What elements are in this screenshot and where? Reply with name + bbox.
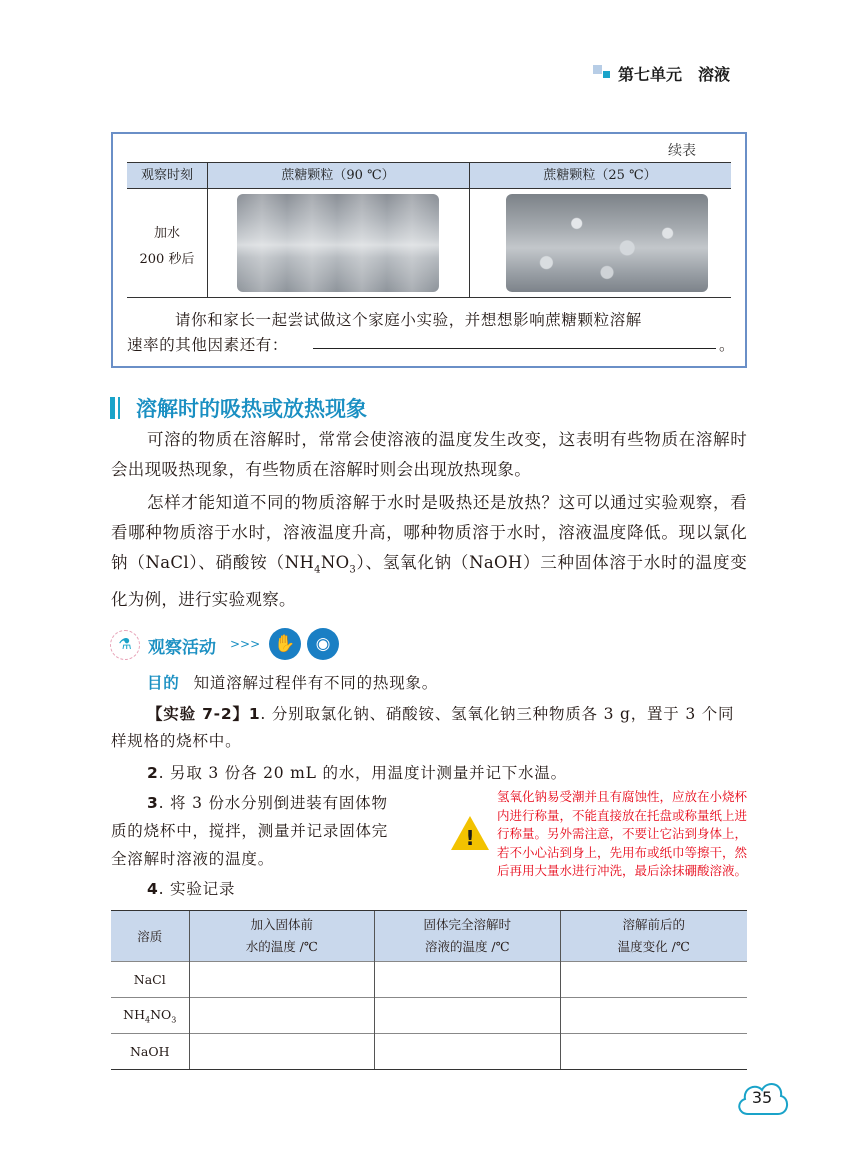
table-divider bbox=[207, 162, 208, 297]
experiment-step-4 bbox=[147, 876, 447, 903]
subscript: 3 bbox=[349, 564, 357, 576]
table-row bbox=[111, 998, 747, 1034]
experiment-step-2 bbox=[147, 760, 747, 787]
page-number: 35 bbox=[751, 1088, 773, 1107]
header-water-temp bbox=[189, 911, 375, 962]
experiment-step-1 bbox=[111, 701, 747, 755]
unit-title: 第七单元 溶液 bbox=[618, 65, 731, 84]
prompt-line-2 bbox=[127, 333, 736, 358]
subscript: 3 bbox=[171, 1015, 177, 1025]
step-number: 1 bbox=[248, 705, 261, 723]
paragraph-2 bbox=[111, 488, 747, 615]
record-table-wrapper bbox=[111, 910, 747, 1070]
activity-arrows: >>> bbox=[230, 637, 261, 651]
warning-text: 氢氧化钠易受潮并且有腐蚀性，应放在小烧杯内进行称量，不能直接放在托盘或称量纸上进行称量。另外需注意，不要让它沾到身体上，若不小心沾到身上，先用布或纸巾等擦干，然后再用大量水进行冲洗，最后涂抹硼酸溶液。 bbox=[497, 789, 748, 878]
purpose-text: 知道溶解过程伴有不同的热现象。 bbox=[193, 674, 439, 692]
experiment-step-3 bbox=[147, 790, 477, 817]
experiment-step-3-cont: 全溶解时溶液的温度。 bbox=[111, 850, 275, 868]
header-line: 溶液的温度 /℃ bbox=[424, 939, 510, 954]
step-number: 4 bbox=[147, 880, 159, 898]
formula-part: NO bbox=[150, 1006, 172, 1022]
record-cell[interactable] bbox=[560, 962, 747, 998]
table-divider bbox=[469, 162, 470, 297]
subscript: 4 bbox=[314, 564, 321, 576]
header-sugar-25: 蔗糖颗粒（25 ℃） bbox=[543, 168, 657, 183]
step-text: . 将 3 份水分别倒进装有固体物 bbox=[158, 794, 388, 812]
purpose-label: 目的 bbox=[147, 674, 180, 692]
header-line: 溶解前后的 bbox=[622, 917, 686, 932]
record-table-header bbox=[111, 911, 747, 962]
record-cell[interactable] bbox=[560, 1034, 747, 1070]
record-cell[interactable] bbox=[375, 998, 561, 1034]
formula-part: NH bbox=[123, 1006, 145, 1022]
continuation-table-header bbox=[127, 162, 731, 189]
record-cell[interactable] bbox=[375, 962, 561, 998]
photo-sugar-25c bbox=[506, 194, 708, 292]
section-marker bbox=[110, 397, 115, 419]
answer-blank[interactable] bbox=[313, 348, 716, 349]
prompt-text: 速率的其他因素还有： bbox=[127, 336, 289, 354]
section-marker bbox=[118, 397, 120, 419]
experiment-step-3-cont: 质的烧杯中，搅拌，测量并记录固体完 bbox=[111, 822, 389, 840]
goggles-icon: ◉ bbox=[307, 628, 339, 660]
header-line: 温度变化 /℃ bbox=[617, 939, 690, 954]
warning-exclamation: ! bbox=[465, 826, 475, 850]
record-cell[interactable] bbox=[375, 1034, 561, 1070]
header-line: 水的温度 /℃ bbox=[245, 939, 318, 954]
record-cell[interactable] bbox=[560, 998, 747, 1034]
para2-text: 怎样才能知道不同的物质溶解于水时是吸热还是放热？这可以通过实验观察，看看哪种物质溶于水时，溶液温度升高，哪种物质溶于水时，溶液温度降低。现以氯化钠（NaCl）、硝酸铵（NH bbox=[111, 493, 747, 572]
purpose-line bbox=[147, 670, 747, 697]
para2-text: ）、氢氧化钠（NaOH）三种固体溶于水时的温度变化为例，进行实验观察。 bbox=[111, 553, 748, 610]
continued-label: 续表 bbox=[668, 143, 696, 159]
table-row bbox=[111, 962, 747, 998]
observe-time-line: 200 秒后 bbox=[139, 252, 195, 267]
header-line: 加入固体前 bbox=[250, 917, 314, 932]
record-cell[interactable] bbox=[189, 962, 375, 998]
flask-icon: ⚗ bbox=[110, 630, 140, 660]
glove-icon: ✋ bbox=[269, 628, 301, 660]
header-observe-time: 观察时刻 bbox=[140, 168, 193, 183]
prompt-line-1: 请你和家长一起尝试做这个家庭小实验，并想想影响蔗糖颗粒溶解 bbox=[175, 311, 642, 329]
header-line: 固体完全溶解时 bbox=[423, 917, 512, 932]
step-number: 3 bbox=[147, 794, 159, 812]
activity-title: 观察活动 bbox=[148, 638, 216, 658]
table-row bbox=[111, 1034, 747, 1070]
para2-text: NO bbox=[320, 553, 350, 572]
solute-nh4no3 bbox=[111, 998, 189, 1034]
record-cell[interactable] bbox=[189, 998, 375, 1034]
step-text: . 分别取氯化钠、硝酸铵、氢氧化钠三种物质各 3 g，置于 3 个同样规格的烧杯中。 bbox=[111, 705, 735, 750]
header-decor-square bbox=[603, 71, 610, 78]
header-decor-square bbox=[593, 65, 602, 74]
table-bottom-rule bbox=[127, 297, 731, 298]
record-table bbox=[111, 911, 747, 1069]
prompt-period: 。 bbox=[719, 336, 736, 354]
experiment-label: 【实验 7-2】 bbox=[147, 705, 249, 723]
solute-naoh: NaOH bbox=[111, 1034, 189, 1070]
header-sugar-90: 蔗糖颗粒（90 ℃） bbox=[281, 168, 395, 183]
step-text: . 实验记录 bbox=[158, 880, 236, 898]
observe-time-line: 加水 bbox=[153, 226, 180, 241]
header-solution-temp bbox=[375, 911, 561, 962]
subscript: 4 bbox=[145, 1015, 151, 1025]
observe-time-cell bbox=[127, 221, 207, 273]
photo-sugar-90c bbox=[237, 194, 439, 292]
header-solute: 溶质 bbox=[111, 911, 189, 962]
record-cell[interactable] bbox=[189, 1034, 375, 1070]
paragraph-1: 可溶的物质在溶解时，常常会使溶液的温度发生改变，这表明有些物质在溶解时会出现吸热现象，有些物质在溶解时则会出现放热现象。 bbox=[111, 430, 747, 479]
step-number: 2 bbox=[147, 764, 159, 782]
header-temp-change bbox=[560, 911, 747, 962]
section-title: 溶解时的吸热或放热现象 bbox=[136, 396, 367, 421]
step-text: . 另取 3 份各 20 mL 的水，用温度计测量并记下水温。 bbox=[158, 764, 567, 782]
solute-nacl: NaCl bbox=[111, 962, 189, 998]
